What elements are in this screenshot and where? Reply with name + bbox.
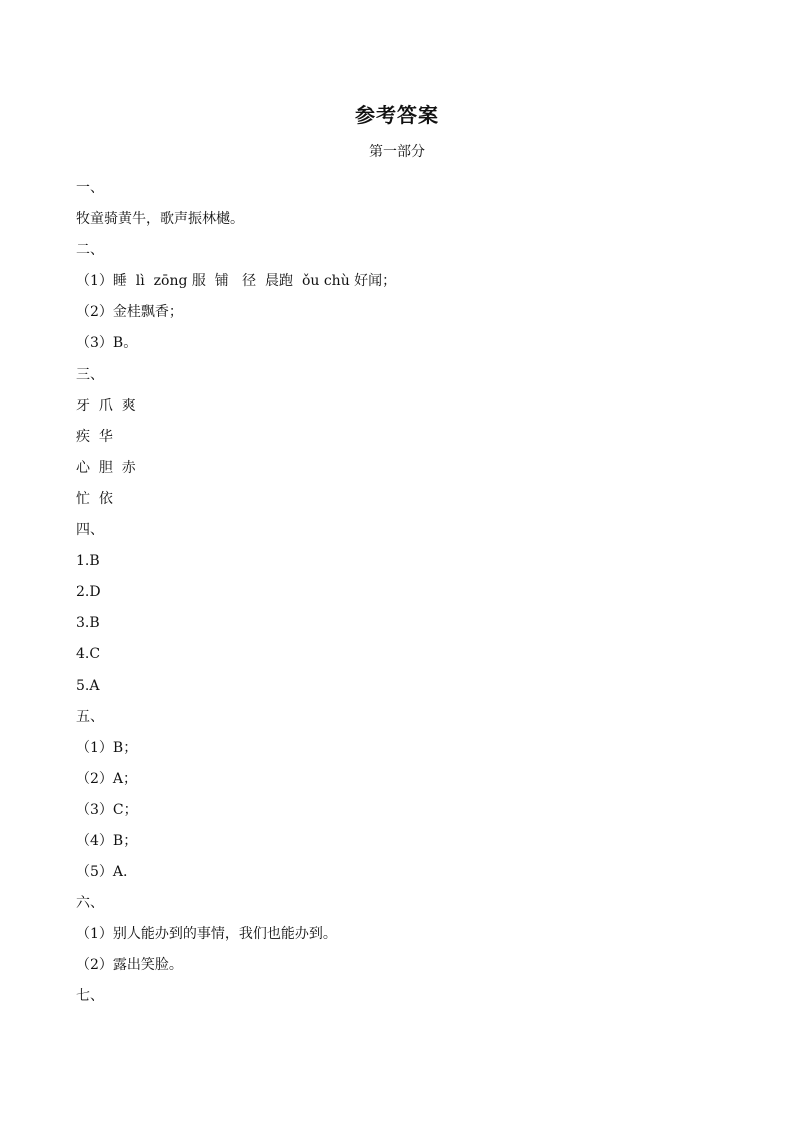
answer-line: 二、: [76, 242, 104, 259]
answer-line: 心 胆 赤: [76, 459, 136, 476]
answer-line: 六、: [76, 895, 104, 912]
answer-line: （3）C；: [76, 801, 138, 818]
answer-line: 三、: [76, 366, 104, 383]
answer-line: 疾 华: [76, 428, 113, 445]
answer-line: （4）B；: [76, 832, 138, 849]
section-subtitle: 第一部分: [369, 144, 425, 160]
answer-line: （5）A.: [76, 864, 128, 881]
answer-line: 一、: [76, 180, 104, 196]
answer-line: （1）别人能办到的事情，我们也能办到。: [76, 926, 337, 943]
answer-line: 3.B: [76, 615, 100, 632]
answer-line: 1.B: [76, 553, 100, 570]
answer-line: 牙 爪 爽: [76, 397, 136, 414]
answer-line: 5.A: [76, 677, 100, 694]
answer-line: 四、: [76, 522, 104, 539]
answer-line: 牧童骑黄牛，歌声振林樾。: [76, 211, 244, 228]
answer-line: 4.C: [76, 646, 101, 663]
answer-line: （1）睡 lì zōng 服 铺 径 晨跑 ǒu chù 好闻；: [76, 273, 397, 290]
answer-line: 五、: [76, 708, 104, 725]
answer-line: （2）A；: [76, 770, 138, 787]
page-title: 参考答案: [355, 103, 439, 127]
answer-line: 七、: [76, 988, 104, 1005]
answer-list: [76, 173, 736, 1013]
answer-line: （3）B。: [76, 335, 138, 352]
answer-line: 忙 依: [76, 490, 113, 507]
answer-line: 2.D: [76, 584, 101, 601]
answer-line: （2）金桂飘香；: [76, 304, 183, 321]
answer-line: （2）露出笑脸。: [76, 957, 183, 974]
answer-line: （1）B；: [76, 739, 138, 756]
